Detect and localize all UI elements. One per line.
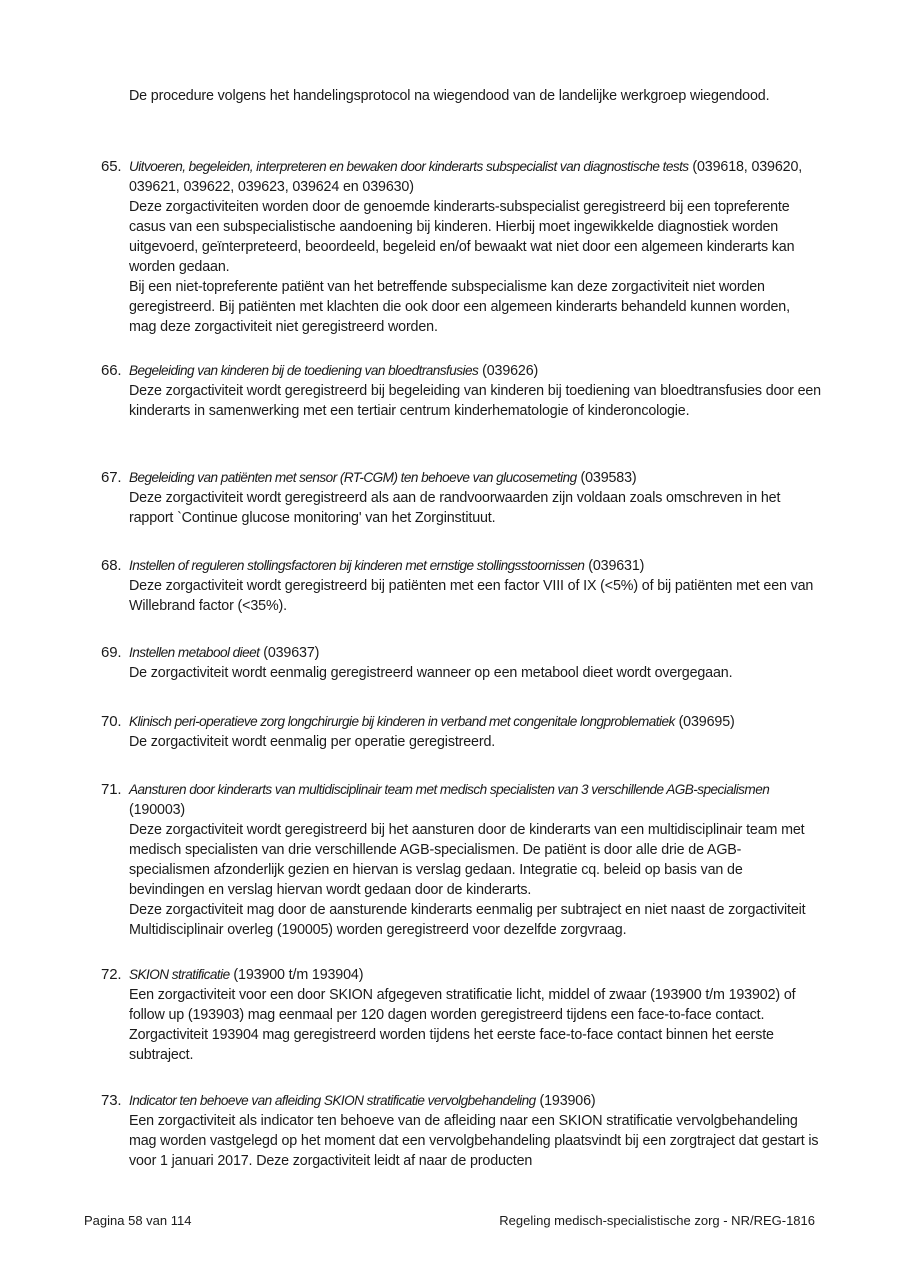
item-paragraph: Een zorgactiviteit als indicator ten behoeve van de afleiding naar een SKION stratificatie vervolgbehandeling mag worden vastgelegd op het moment dat een vervolgbehandeling plaatsvindt bij een zorgtraject dat gestart is voor 1 januari 2017. Deze zorgactiviteit leidt af naar de producten	[129, 1113, 819, 1169]
list-item-70	[101, 712, 821, 752]
list-item-65	[101, 157, 821, 337]
document-reference: Regeling medisch-specialistische zorg - NR/REG-1816	[499, 1213, 815, 1228]
item-title: Klinisch peri-operatieve zorg longchirurgie bij kinderen in verband met congenitale longproblematiek	[129, 714, 675, 729]
item-codes: (039626)	[478, 363, 539, 379]
item-paragraph: Deze zorgactiviteit wordt geregistreerd bij patiënten met een factor VIII of IX (<5%) of bij patiënten met een van Willebrand factor (<35%).	[129, 578, 814, 614]
item-title: Indicator ten behoeve van afleiding SKION stratificatie vervolgbehandeling	[129, 1093, 536, 1108]
item-title: Begeleiding van kinderen bij de toediening van bloedtransfusies	[129, 363, 479, 378]
item-number: 68.	[101, 557, 122, 574]
item-paragraph: Deze zorgactiviteit wordt geregistreerd bij het aansturen door de kinderarts van een multidisciplinair team met medisch specialisten van drie verschillende AGB-specialismen. De patiënt is door alle drie de AGB-specialismen afzonderlijk gezien en hiervan is verslag gedaan. Integratie cq. beleid op basis van de bevindingen en verslag hiervan wordt gedaan door de kinderarts.	[129, 822, 805, 898]
item-number: 66.	[101, 362, 122, 379]
item-number: 67.	[101, 469, 122, 486]
list-item-66	[101, 361, 821, 421]
item-paragraph: Een zorgactiviteit voor een door SKION afgegeven stratificatie licht, middel of zwaar (193900 t/m 193902) of follow up (193903) mag eenmaal per 120 dagen worden geregistreerd tijdens een face-to-face contact. Zorgactiviteit 193904 mag geregistreerd worden tijdens het eerste face-to-face contact binnen het eerste subtraject.	[129, 987, 796, 1063]
page-number: Pagina 58 van 114	[84, 1213, 192, 1228]
item-number: 71.	[101, 781, 122, 798]
item-codes: (193900 t/m 193904)	[229, 967, 364, 983]
item-number: 70.	[101, 713, 122, 730]
item-paragraph: De zorgactiviteit wordt eenmalig geregistreerd wanneer op een metabool dieet wordt overgegaan.	[129, 665, 733, 681]
list-item-73	[101, 1091, 821, 1171]
item-title: SKION stratificatie	[129, 967, 230, 982]
intro-paragraph: De procedure volgens het handelingsprotocol na wiegendood van de landelijke werkgroep wiegendood.	[129, 88, 770, 104]
item-number: 69.	[101, 644, 122, 661]
list-item-67	[101, 468, 821, 528]
list-item-71	[101, 780, 821, 940]
item-paragraph: De zorgactiviteit wordt eenmalig per operatie geregistreerd.	[129, 734, 496, 750]
item-paragraph: Deze zorgactiviteit wordt geregistreerd bij begeleiding van kinderen bij toediening van bloedtransfusies door een kinderarts in samenwerking met een tertiair centrum kinderhematologie of kinderoncologie.	[129, 383, 821, 419]
item-codes: (039695)	[674, 714, 735, 730]
item-title: Instellen metabool dieet	[129, 645, 260, 660]
list-item-68	[101, 556, 821, 616]
item-codes: (039618, 039620, 039621, 039622, 039623, 039624 en 039630)	[129, 159, 803, 195]
list-item-72	[101, 965, 821, 1065]
item-number: 65.	[101, 158, 122, 175]
item-number: 72.	[101, 966, 122, 983]
item-title: Uitvoeren, begeleiden, interpreteren en bewaken door kinderarts subspecialist van diagnostische tests	[129, 159, 689, 174]
item-title: Begeleiding van patiënten met sensor (RT-CGM) ten behoeve van glucosemeting	[129, 470, 577, 485]
list-item-69	[101, 643, 821, 683]
item-codes: (190003)	[129, 802, 186, 818]
item-number: 73.	[101, 1092, 122, 1109]
item-paragraph: Deze zorgactiviteit wordt geregistreerd als aan de randvoorwaarden zijn voldaan zoals omschreven in het rapport `Continue glucose monitoring' van het Zorginstituut.	[129, 490, 781, 526]
item-paragraph: Bij een niet-topreferente patiënt van het betreffende subspecialisme kan deze zorgactiviteit niet worden geregistreerd. Bij patiënten met klachten die ook door een algemeen kinderarts behandeld kunnen worden, mag deze zorgactiviteit niet geregistreerd worden.	[129, 279, 790, 335]
item-codes: (039583)	[576, 470, 637, 486]
item-codes: (039631)	[584, 558, 645, 574]
item-title: Instellen of reguleren stollingsfactoren bij kinderen met ernstige stollingsstoornissen	[129, 558, 585, 573]
item-title: Aansturen door kinderarts van multidisciplinair team met medisch specialisten van 3 verschillende AGB-specialismen	[129, 782, 770, 797]
item-paragraph: Deze zorgactiviteiten worden door de genoemde kinderarts-subspecialist geregistreerd bij een topreferente casus van een subspecialistische aandoening bij kinderen. Hierbij moet ingewikkelde diagnostiek worden uitgevoerd, geïnterpreteerd, beoordeeld, begeleid en/of bewaakt wat niet door een algemeen kinderarts kan worden gedaan.	[129, 199, 795, 275]
item-codes: (039637)	[259, 645, 320, 661]
item-codes: (193906)	[535, 1093, 596, 1109]
item-paragraph: Deze zorgactiviteit mag door de aansturende kinderarts eenmalig per subtraject en niet naast de zorgactiviteit Multidisciplinair overleg (190005) worden geregistreerd voor dezelfde zorgvraag.	[129, 902, 806, 938]
